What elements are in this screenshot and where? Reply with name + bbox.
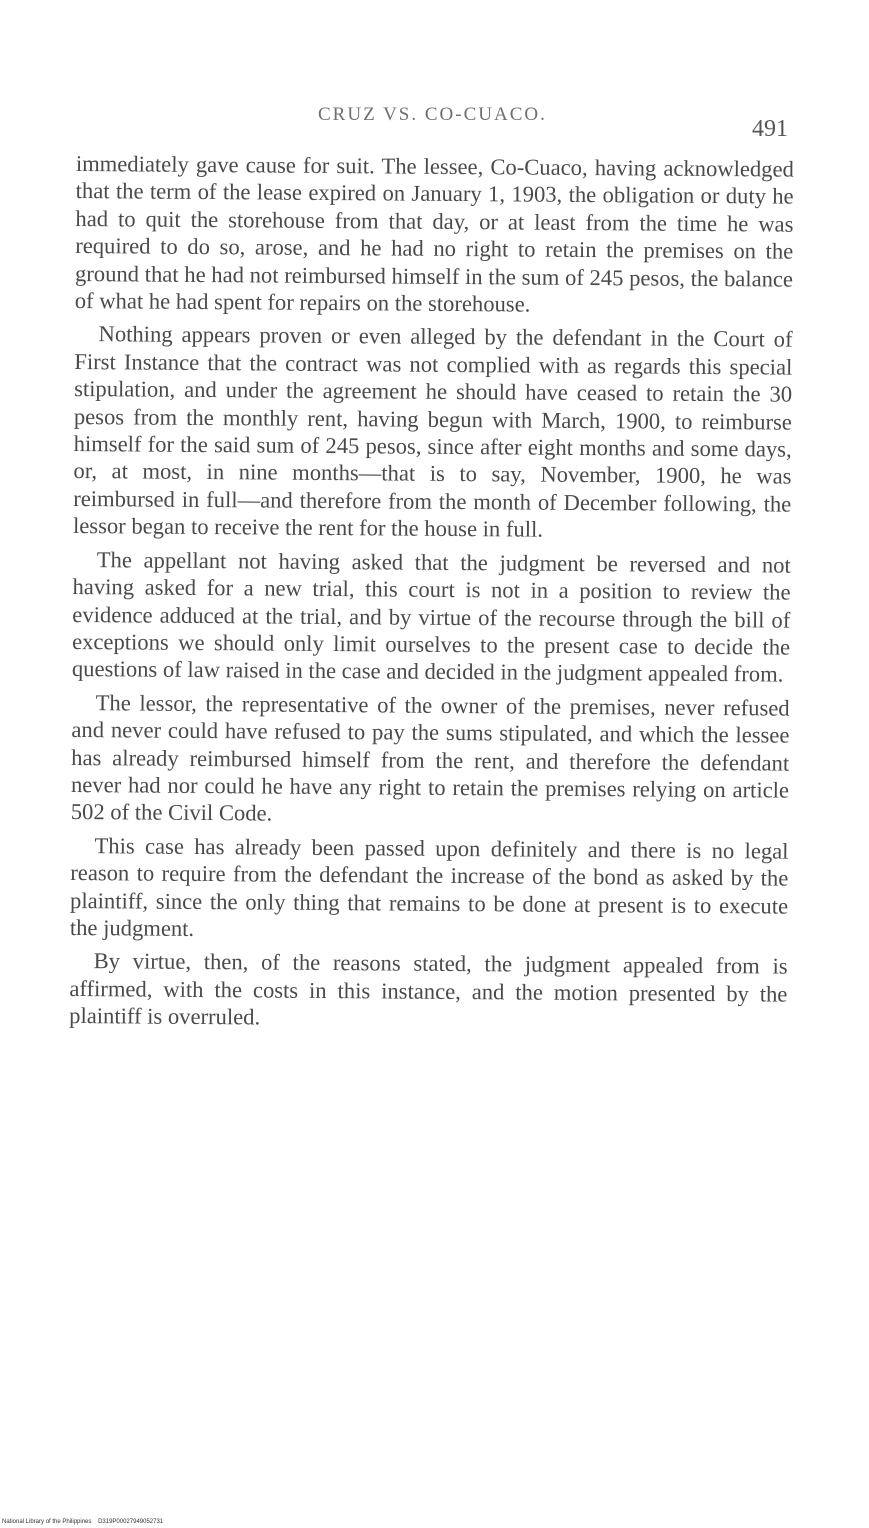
footer-source: National Library of the Philippines [2, 1519, 92, 1525]
paragraph-continuation: immediately gave cause for suit. The lessee, Co-Cuaco, having acknowledged that the term of the lease expired on January 1, 1903, the obligation or duty he had to quit the storehouse from that day, or at least from the time he was required to do so, arose, and he had no right to retain the premises on the ground that he had not reimbursed himself in the sum of 245 pesos, the balance of what he had spent for repairs on the storehouse. [74, 150, 794, 317]
scan-footer [2, 1519, 163, 1525]
paragraph-final: By virtue, then, of the reasons stated, the judgment appealed from is affirmed, with the costs in this instance, and the motion presented by the plaintiff is overruled. [69, 948, 788, 1030]
footer-image-code: D319P00027949052731 [98, 1519, 164, 1525]
body-text [69, 150, 794, 1041]
paragraph: Nothing appears proven or even alleged by the defendant in the Court of First Instance that the contract was not complied with as regards this special stipulation, and under the agreement he should have ceased to retain the 30 pesos from the monthly rent, having begun with March, 1900, to reimburse himself for the said sum of 245 pesos, since after eight months and some days, or, at most, in nine months—that is to say, November, 1900, he was reimbursed in full—and therefore from the month of December following, the lessor began to receive the rent for the house in full. [72, 321, 793, 542]
running-title: CRUZ VS. CO-CUACO. [318, 104, 547, 125]
running-header [0, 96, 869, 142]
paragraph: The lessor, the representative of the owner of the premises, never refused and never could have refused to pay the sums stipulated, and which the lessee has already reimbursed himself from the rent, and therefore the defendant never had nor could he have any right to retain the premises relying on article 502 of the Civil Code. [70, 689, 790, 826]
paragraph: The appellant not having asked that the judgment be reversed and not having asked for a new trial, this court is not in a position to review the evidence adduced at the trial, and by virtue of the recourse through the bill of exceptions we should only limit ourselves to the present case to decide the questions of law raised in the case and decided in the judgment appealed from. [71, 546, 791, 687]
paragraph: This case has already been passed upon definitely and there is no legal reason to require from the defendant the increase of the bond as asked by the plaintiff, since the only thing that remains to be done at present is to execute the judgment. [69, 832, 789, 941]
page-number: 491 [752, 116, 788, 142]
